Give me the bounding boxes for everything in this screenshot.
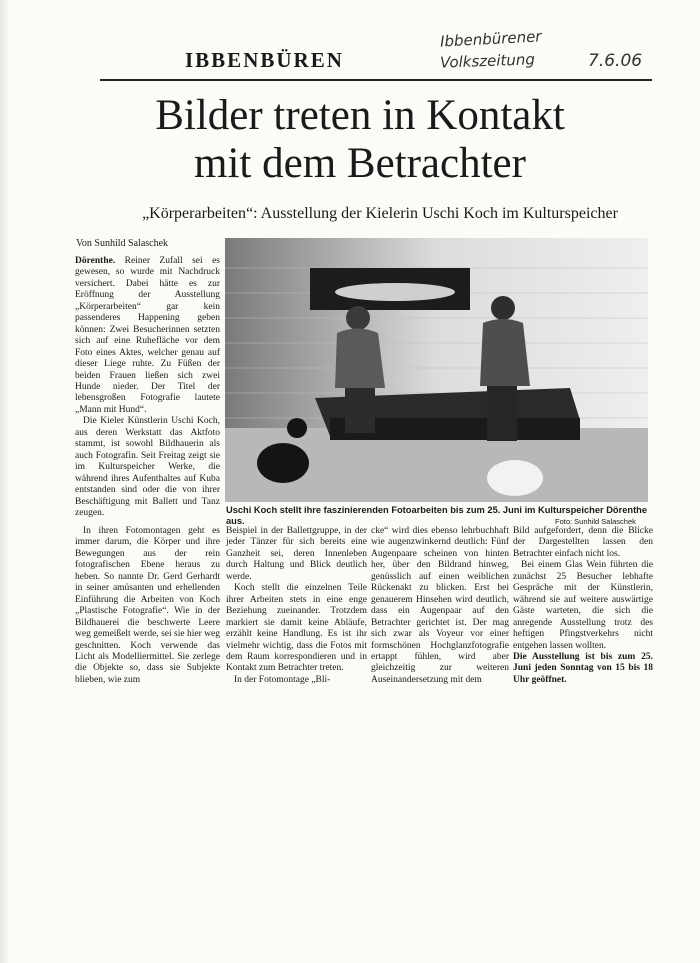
paragraph: cke“ wird dies ebenso lehrbuchhaft wie augenzwinkernd deutlich: Fünf Augenpaare scheinen von hinten her, über den Bildrand hinweg, genüsslich auf einen weiblichen Rückenakt zu blicken. Erst bei genauerem Hinsehen wird deutlich, dass ein Augenpaar auf den Betrachter gerichtet ist. Der mag sich zwar als Voyeur vor einer formschönen Hochglanzfotografie ertappt fühlen, wird aber gleichzeitig zur weiteren Auseinandersetzung mit dem xyxy=(371,526,509,685)
paragraph: In ihren Fotomontagen geht es immer darum, die Körper und ihre Bewegungen aus der rein fotografischen Ebene heraus zu heben. So nannte Dr. Gerd Gerhardt in seiner amüsanten und erhellenden Einführung die Arbeiten von Koch „Plastische Fotografie“. Wie in der Bildhauerei die beschwerte Leere weg gemeißelt werde, sei sie hier weg geschnitten. Koch verwende das Licht als Modelliermittel. Sie zerlege die Objekte so, dass sie Subjekte blieben, wie zum xyxy=(75,526,220,685)
paragraph: Koch stellt die einzelnen Teile ihrer Arbeiten stets in eine enge Beziehung zueinander. Trotzdem markiert sie damit keine Abläufe, erzählt keine Handlung. Es ist ihr vielmehr wichtig, dass die Fotos mit dem Raum korrespondieren und in Kontakt zum Betrachter treten. xyxy=(226,583,367,674)
headline xyxy=(60,92,660,188)
handwritten-source-line1: Ibbenbürener xyxy=(439,27,542,51)
photo-illustration xyxy=(225,238,648,502)
section-header: IBBENBÜREN xyxy=(185,48,344,72)
paragraph: Bei einem Glas Wein führten die zunächst 25 Besucher lebhafte Gespräche mit der Künstlerin, während sie auf weitere auswärtige Gäste warteten, die sich die anregende Ausstellung trotz des heftigen Pfingstverkehrs nicht entgehen lassen wollten. xyxy=(513,560,653,651)
article-column-2 xyxy=(226,526,367,686)
paragraph: Dörenthe. Reiner Zufall sei es gewesen, so wurde mit Nachdruck versichert. Dabei hätte es zur Eröffnung der Ausstellung „Körperarbeiten“ gar kein passenderes Happening geben können: Zwei Besucherinnen setzten sich auf eine Ruhefläche vor dem Foto eines Aktes, welcher genau auf dieser Liege ruhte. Zu Füßen der beiden Frauen ließen sich zwei Hunde nieder. Der Titel der lebensgroßen Fotografie lautete „Mann mit Hund“. xyxy=(75,256,220,415)
header-rule xyxy=(100,79,652,81)
article-column-4 xyxy=(513,526,653,686)
paragraph: In der Fotomontage „Bli- xyxy=(234,674,331,685)
photo-caption: Uschi Koch stellt ihre faszinierenden Fotoarbeiten bis zum 25. Juni im Kulturspeicher Dörenthe aus. xyxy=(226,505,648,526)
paragraph: Bild aufgefordert, denn die Blicke der Dargestellten lassen den Betrachter einfach nicht los. xyxy=(513,526,653,559)
handwritten-source-line2: Volkszeitung xyxy=(439,50,536,72)
paragraph: Beispiel in der Ballettgruppe, in der jeder Tänzer für sich bereits eine Ganzheit sei, deren Innenleben durch Haltung und Blick deutlich werde. xyxy=(226,526,367,582)
photo-credit: Foto: Sunhild Salaschek xyxy=(555,517,636,526)
paragraph: Die Kieler Künstlerin Uschi Koch, aus deren Werkstatt das Aktfoto stammt, ist sowohl Bildhauerin als auch Fotografin. Seit Freitag zeigt sie im Kulturspeicher Werke, die während ihres Aufenthaltes auf Kuba entstanden sind oder die von ihrer Beschäftigung mit Ballett und Tanz zeugen. xyxy=(75,416,220,518)
lead-place: Dörenthe. xyxy=(75,256,116,266)
headline-line1: Bilder treten in Kontakt xyxy=(155,92,565,139)
handwritten-date: 7.6.06 xyxy=(588,51,643,71)
exhibition-info: Die Ausstellung ist bis zum 25. Juni jeden Sonntag von 15 bis 18 Uhr geöffnet. xyxy=(513,651,653,685)
article-photo xyxy=(225,238,648,502)
headline-line2: mit dem Betrachter xyxy=(194,140,526,187)
article-column-1-lower xyxy=(75,526,220,686)
article-column-3 xyxy=(371,526,509,686)
byline: Von Sunhild Salaschek xyxy=(76,238,169,249)
paper-edge xyxy=(0,0,10,963)
article-column-1 xyxy=(75,256,220,519)
subheadline: „Körperarbeiten“: Ausstellung der Kielerin Uschi Koch im Kulturspeicher xyxy=(142,205,618,222)
